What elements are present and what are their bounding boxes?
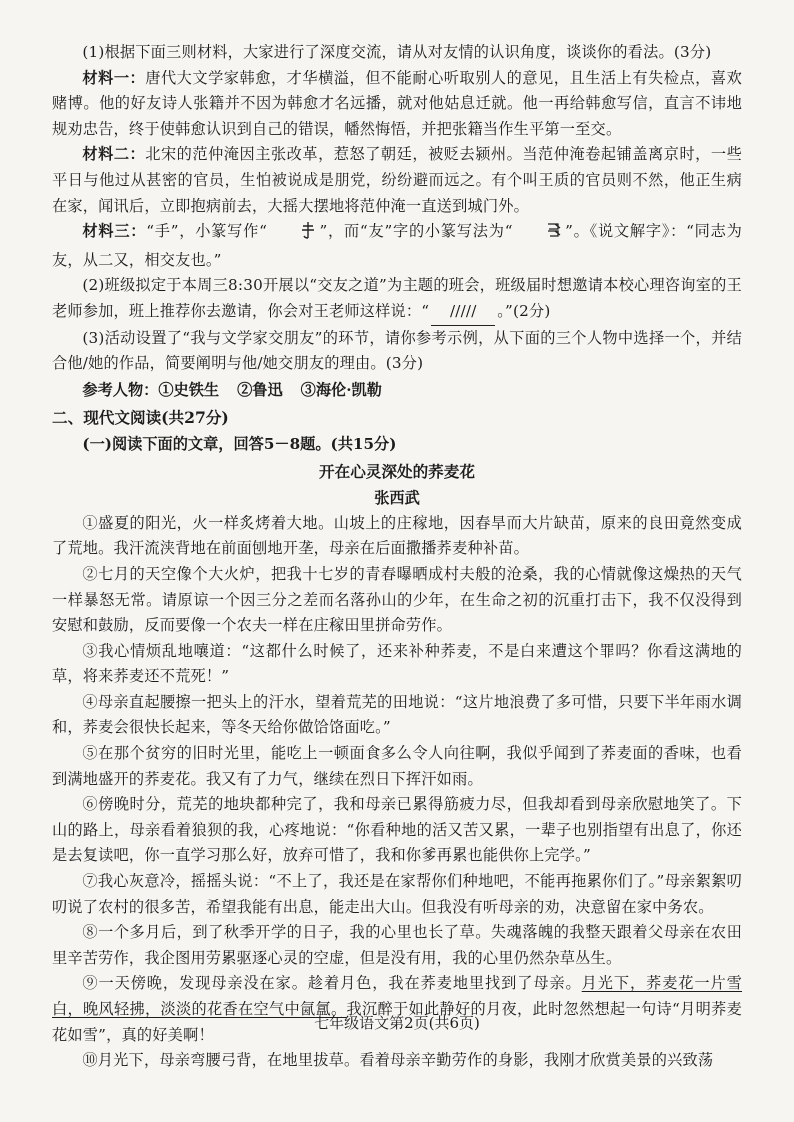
material-3-text-c: ”。《说文解字》：“同志为友，从二又，相交友也。” xyxy=(52,222,742,269)
material-2 xyxy=(52,142,742,219)
article-para-7: ⑦我心灰意冷，摇摇头说：“不上了，我还是在家帮你们种地吧，不能再拖累你们了。”母亲絮絮叨叨说了农村的很多苦，希望我能有出息，能走出大山。但我没有听母亲的劝，决意留在家中务农。 xyxy=(52,872,742,916)
seal-script-shou-glyph xyxy=(269,221,317,248)
q2-text-b: 。”(2分) xyxy=(497,301,551,320)
para-9-underlined-sentence: 月光下，荞麦花一片雪白，晚风轻拂，淡淡的花香在空气中氤氲。 xyxy=(52,974,743,1018)
material-1-label: 材料一： xyxy=(82,68,146,87)
article-para-9 xyxy=(52,971,742,1048)
reference-label: 参考人物： xyxy=(82,380,159,399)
material-3-text-a: “手”，小篆写作“ xyxy=(146,222,268,241)
material-2-text: 北宋的范仲淹因主张改革，惹怒了朝廷，被贬去颍州。当范仲淹卷起铺盖离京时，一些平日与他过从甚密的官员，生怕被说成是朋党，纷纷避而远之。有个叫王质的官员则不然，他正生病在家，闻讯后，立即抱病前去，大摇大摆地将范仲淹一直送到城门外。 xyxy=(52,145,742,215)
article-title: 开在心灵深处的荞麦花 xyxy=(319,461,475,481)
article-para-5: ⑤在那个贫穷的旧时光里，能吃上一顿面食多么令人向往啊，我似乎闻到了荞麦面的香味，也看到满地盛开的荞麦花。我又有了力气，继续在烈日下挥汗如雨。 xyxy=(52,744,742,788)
q2-answer-blank[interactable]: ///// xyxy=(431,299,495,326)
para-9-text-b: 我沉醉于如此静好的月夜，此时忽然想起一句诗“月明荞麦花如雪”，真的好美啊！ xyxy=(52,1000,742,1044)
article-para-1: ①盛夏的阳光，火一样炙烤着大地。山坡上的庄稼地，因春旱而大片缺苗，原来的良田竟然变成了荒地。我汗流浃背地在前面刨地开垄，母亲在后面撒播荞麦种补苗。 xyxy=(52,513,742,558)
material-1 xyxy=(52,66,742,143)
q2 xyxy=(52,273,742,325)
material-3-label: 材料三： xyxy=(82,222,147,241)
page-footer: 七年级语文第2页(共6页) xyxy=(314,1014,480,1032)
para-9-text-a: ⑨一天傍晚，发现母亲没在家。趁着月色，我在荞麦地里找到了母亲。 xyxy=(82,974,582,993)
reference-3: ③海伦·凯勒 xyxy=(300,380,382,399)
article-para-10: ⑩月光下，母亲弯腰弓背，在地里拔草。看着母亲辛勤劳作的身影，我刚才欣赏美景的兴致荡 xyxy=(82,1051,714,1070)
article-para-4: ④母亲直起腰擦一把头上的汗水，望着荒芜的田地说：“这片地浪费了多可惜，只要下半年雨水调和，荞麦会很快长起来，等冬天给你做饸饹面吃。” xyxy=(52,692,742,737)
material-3 xyxy=(52,219,742,273)
article-para-3: ③我心情烦乱地嚷道：“这都什么时候了，还来补种荞麦，不是白来遭这个罪吗？你看这满地的草，将来荞麦还不荒死！” xyxy=(52,641,742,686)
reference-2: ②鲁迅 xyxy=(237,380,283,399)
section-2-subtitle: (一)阅读下面的文章，回答5－8题。(共15分) xyxy=(82,434,397,453)
material-2-label: 材料二： xyxy=(82,145,146,164)
material-1-text: 唐代大文学家韩愈，才华横溢，但不能耐心听取别人的意见，且生活上有失检点，喜欢赌博。他的好友诗人张籍并不因为韩愈才名远播，就对他姑息迁就。他一再给韩愈写信，直言不讳地规劝忠告，终于使韩愈认识到自己的错误，幡然悔悟，并把张籍当作生平第一至交。 xyxy=(52,68,742,138)
reference-1: ①史铁生 xyxy=(158,380,220,399)
seal-script-you-glyph xyxy=(515,221,563,248)
article-para-2: ②七月的天空像个大火炉，把我十七岁的青春曝晒成村夫般的沧桑，我的心情就像这燥热的天气一样暴怒无常。请原谅一个因三分之差而名落孙山的少年，在生命之初的沉重打击下，我不仅没得到安慰和鼓励，反而要像一个农夫一样在庄稼田里拼命劳作。 xyxy=(52,564,742,635)
reference-figures xyxy=(52,377,742,403)
article-para-8: ⑧一个多月后，到了秋季开学的日子，我的心里也长了草。失魂落魄的我整天跟着父母亲在农田里辛苦劳作，我企图用劳累驱逐心灵的空虚，但是没有用，我的心里仍然杂草丛生。 xyxy=(52,923,742,967)
article-author: 张西武 xyxy=(374,488,420,507)
material-3-text-b: ”，而“友”字的小篆写法为“ xyxy=(319,222,513,241)
section-2-title: 二、现代文阅读(共27分) xyxy=(52,407,229,427)
q1-prompt: (1)根据下面三则材料，大家进行了深度交流，请从对友情的认识角度，谈谈你的看法。(3分) xyxy=(82,43,712,61)
q3: (3)活动设置了“我与文学家交朋友”的环节，请你参考示例，从下面的三个人物中选择一个，并结合他/她的作品，简要阐明与他/她交朋友的理由。(3分) xyxy=(52,328,742,373)
q2-text-a: (2)班级拟定于本周三8:30开展以“交友之道”为主题的班会，班级届时想邀请本校心理咨询室的王老师参加，班上推荐你去邀请，你会对王老师这样说：“ xyxy=(52,276,742,320)
article-para-6: ⑥傍晚时分，荒芜的地块都种完了，我和母亲已累得筋疲力尽，但我却看到母亲欣慰地笑了。下山的路上，母亲看着狼狈的我，心疼地说：“你看种地的活又苦又累，一辈子也别指望有出息了，你还是去复读吧，你一直学习那么好，放弃可惜了，我和你爹再累也能供你上完学。” xyxy=(52,795,742,865)
